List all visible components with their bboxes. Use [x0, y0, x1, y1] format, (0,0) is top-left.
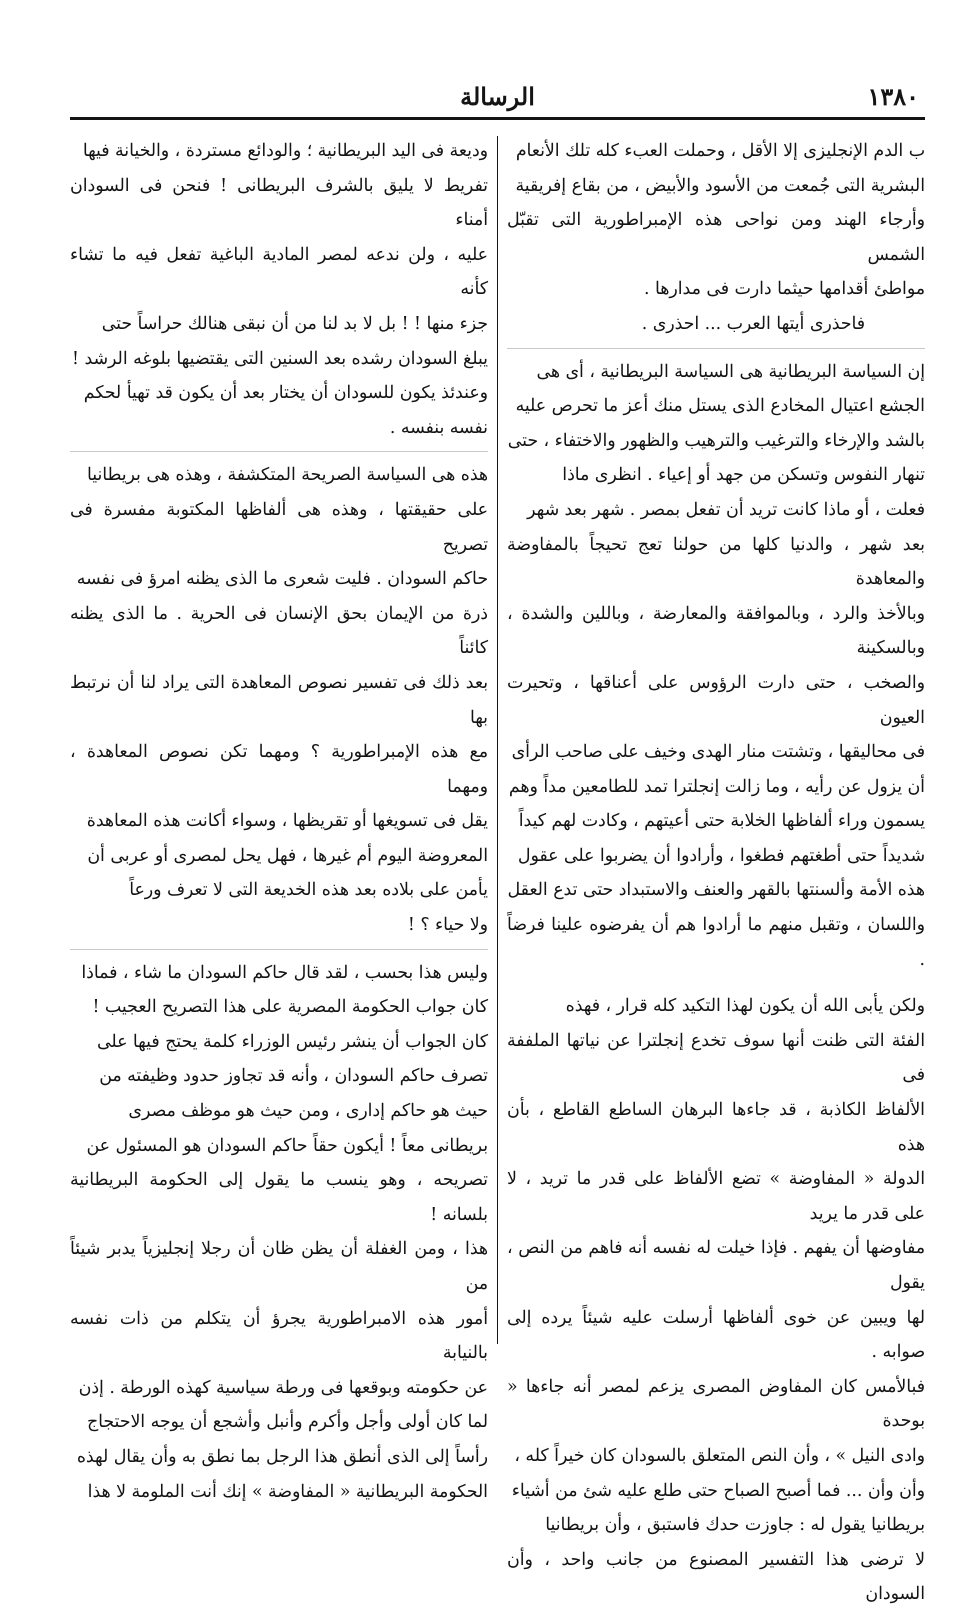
paragraph-divider [507, 348, 925, 349]
paragraph: فاحذرى أيتها العرب ... احذرى . [641, 313, 865, 334]
paragraph: هذه هى السياسة الصريحة المتكشفة ، وهذه هى بريطانيا على حقيقتها ، وهذه هى ألفاظها المكتوبة مفسرة فى تصريح حاكم السودان . فليت شعرى ما الذى يظنه امرؤ فى نفسه ذرة من الإيمان بحق الإنسان فى الحرية . ما الذى يظنه كائناً بعد ذلك فى تفسير نصوص المعاهدة التى يراد لنا أن نرتبط بها مع هذه الإمبراطورية ؟ ومهما تكن نصوص المعاهدة ، ومهما يقل فى تسويغها أو تقريظها ، وسواء أكانت هذه المعاهدة المعروضة اليوم أم غيرها ، فهل يحل لمصرى أو عربى أن يأمن على بلاده بعد هذه الخديعة التى لا تعرف ورعاً ولا حياء ؟ ! [70, 465, 488, 936]
paragraph: ولكن يأبى الله أن يكون لهذا التكيد كله قرار ، فهذه الفئة التى ظنت أنها سوف تخدع إنجلترا عن نياتها الملففة فى الألفاظ الكاذبة ، قد جاءها البرهان الساطع القاطع ، بأن هذه الدولة « المفاوضة » تضع الألفاظ على قدر ما تريد ، لا على قدر ما يريد مفاوضها أن يفهم . فإذا خيلت له نفسه أنه فاهم من النص ، يقول لها ويبين عن خوى ألفاظها أرسلت عليه شيئاً يرده إلى صوابه . فبالأمس كان المفاوض المصرى يزعم لمصر أنه جاءها « بوحدة وادى النيل » ، وأن النص المتعلق بالسودان كان خيراً كله ، وأن وأن ... فما أصبح الصباح حتى طلع عليه شئ من أشياء بريطانيا يقول له : جاوزت حدك فاستبق ، وأن بريطانيا لا ترضى هذا التفسير المصنوع من جانب واحد ، وأن السودان [507, 996, 925, 1605]
column-divider [497, 136, 498, 1344]
left-column [70, 134, 488, 1502]
page-number: ١٣٨٠ [867, 82, 919, 111]
header-rule [70, 117, 925, 120]
paragraph-gap [507, 977, 925, 989]
paragraph: وليس هذا بحسب ، لقد قال حاكم السودان ما شاء ، فماذا كان جواب الحكومة المصرية على هذا التصريح العجيب ! كان الجواب أن ينشر رئيس الوزراء كلمة يحتج فيها على تصرف حاكم السودان ، وأنه قد تجاوز حدود وظيفته من حيث هو حاكم إدارى ، ومن حيث هو موظف مصرى بريطانى معاً ! أيكون حقاً حاكم السودان هو المسئول عن تصريحه ، وهو ينسب ما يقول إلى الحكومة البريطانية بلسانه ! هذا ، ومن الغفلة أن يظن ظان أن رجلا إنجليزياً يدبر شيئاً من أمور هذه الامبراطورية يجرؤ أن يتكلم من ذات نفسه بالنيابة عن حكومته وبوقعها فى ورطة سياسية كهذه الورطة . إذن لما كان أولى وأجل وأكرم وأنبل وأشجع أن يوجه الاحتجاج رأساً إلى الذى أنطق هذا الرجل بما نطق به وأن يقال لهذه الحكومة البريطانية « المفاوضة » إنك أنت الملومة لا هذا [70, 962, 488, 1502]
paragraph-divider [70, 949, 488, 950]
paragraph: وديعة فى اليد البريطانية ؛ والودائع مستردة ، والخيانة فيها تفريط لا يليق بالشرف البريطانى ! فنحن فى السودان أمناء عليه ، ولن ندعه لمصر المادية الباغية تفعل فيه ما تشاء كأنه جزء منها ! ! بل لا بد لنا من أن نبقى هنالك حراساً حتى يبلغ السودان رشده بعد السنين التى يقتضيها بلوغه الرشد ! وعندئذ يكون للسودان أن يختار بعد أن يكون قد تهيأ لحكم نفسه بنفسه . [70, 141, 488, 438]
journal-title: الرسالة [460, 82, 535, 111]
right-column [507, 134, 925, 1605]
paragraph: ب الدم الإنجليزى إلا الأقل ، وحملت العبء كله تلك الأنعام البشرية التى جُمعت من الأسود والأبيض ، من بقاع إفريقية وأرجاء الهند ومن نواحى هذه الإمبراطورية التى تقبّل الشمس مواطئ أقدامها حيثما دارت فى مدارها . [507, 141, 925, 300]
paragraph: إن السياسة البريطانية هى السياسة البريطانية ، أى هى الجشع اعتيال المخادع الذى يستل منك أعز ما تحرص عليه بالشد والإرخاء والترغيب والترهيب والظهور والاختفاء ، حتى تنهار النفوس وتسكن من جهد أو إعياء . انظرى ماذا فعلت ، أو ماذا كانت تريد أن تفعل بمصر . شهر بعد شهر بعد شهر ، والدنيا كلها من حولنا تعج تحيجاً بالمفاوضة والمعاهدة وبالأخذ والرد ، وبالموافقة والمعارضة ، وباللين والشدة ، وبالسكينة والصخب ، حتى دارت الرؤوس على أعناقها ، وتحيرت العيون فى محاليقها ، وتشتت منار الهدى وخيف على صاحب الرأى أن يزول عن رأيه ، وما زالت إنجلترا تمد للطامعين مداً وهم يسمون وراء ألفاظها الخلابة حتى أعيتهم ، وكادت لهم كيداً شديداً حتى أطغتهم فطغوا ، وأرادوا أن يضربوا على عقول هذه الأمة وألسنتها بالقهر والعنف والاستبداد حتى تدع العقل واللسان ، وتقبل منهم ما أرادوا هم أن يفرضوه علينا فرضاً . [507, 361, 925, 970]
page-header [70, 78, 925, 120]
paragraph-divider [70, 451, 488, 452]
